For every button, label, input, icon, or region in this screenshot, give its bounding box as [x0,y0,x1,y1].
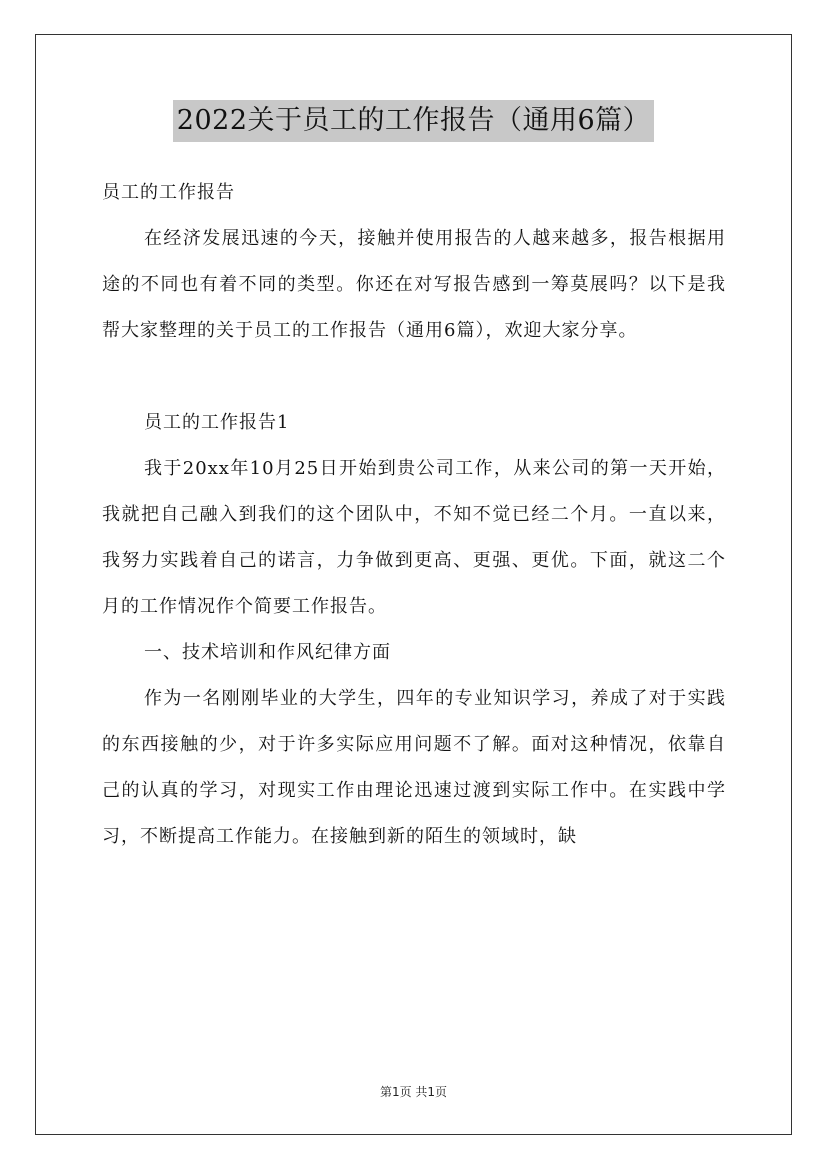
paragraph: 员工的工作报告1 [144,412,290,433]
document-body [102,170,726,860]
paragraph: 一、技术培训和作风纪律方面 [144,642,391,663]
document-title: 2022关于员工的工作报告（通用6篇） [173,100,654,142]
paragraph: 我于20xx年10月25日开始到贵公司工作，从来公司的第一天开始，我就把自己融入到我们的这个团队中，不知不觉已经二个月。一直以来，我努力实践着自己的诺言，力争做到更高、更强、更优。下面，就这二个月的工作情况作个简要工作报告。 [102,458,726,617]
paragraph [102,354,726,400]
paragraph: 员工的工作报告 [102,182,235,203]
document-title-wrap [0,100,827,142]
paragraph: 作为一名刚刚毕业的大学生，四年的专业知识学习，养成了对于实践的东西接触的少，对于许多实际应用问题不了解。面对这种情况，依靠自己的认真的学习，对现实工作由理论迅速过渡到实际工作中。在实践中学习，不断提高工作能力。在接触到新的陌生的领域时，缺 [102,688,726,847]
page-footer: 第1页 共1页 [379,1085,448,1099]
paragraph: 在经济发展迅速的今天，接触并使用报告的人越来越多，报告根据用途的不同也有着不同的类型。你还在对写报告感到一筹莫展吗？以下是我帮大家整理的关于员工的工作报告（通用6篇），欢迎大家分享。 [102,228,726,341]
